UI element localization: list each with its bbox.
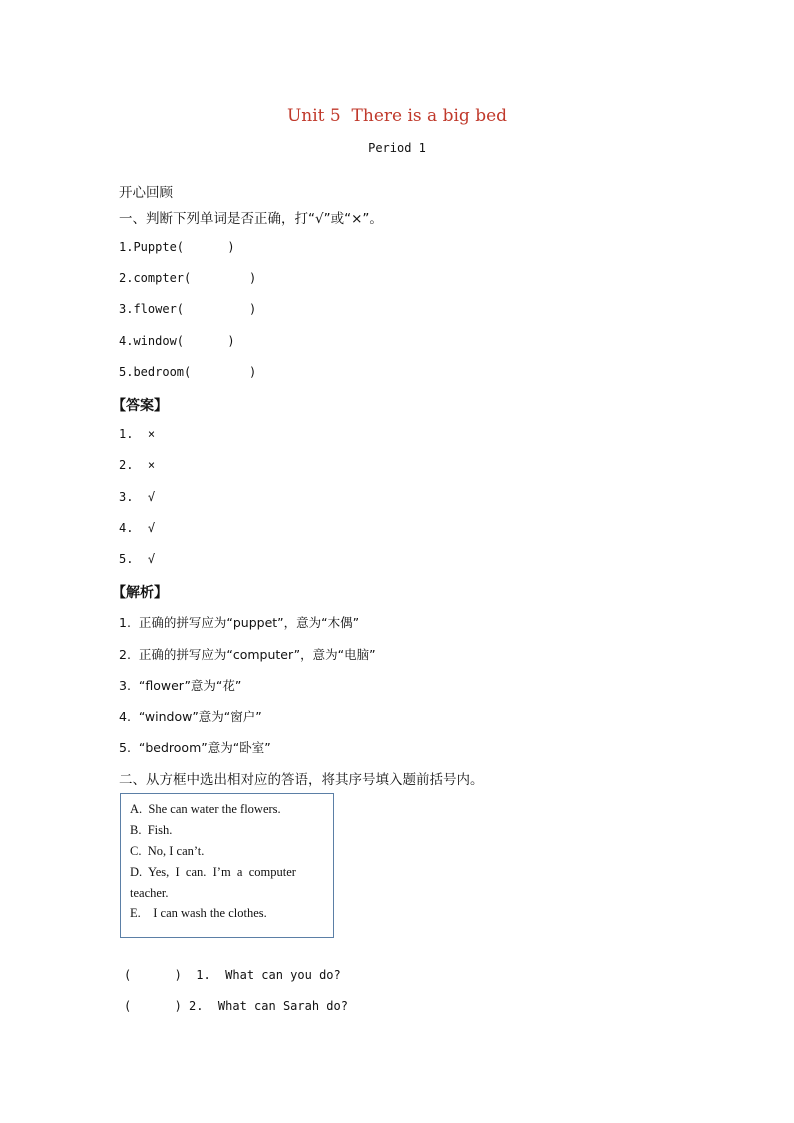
answer-item: 1. × (119, 427, 156, 441)
analysis-item: 1. 正确的拼写应为“puppet”，意为“木偶” (119, 615, 360, 630)
option-c: C. No, I can’t. (130, 844, 205, 858)
analysis-item: 3. “flower”意为“花” (119, 678, 242, 693)
section-review-heading: 开心回顾 (119, 185, 173, 201)
options-box (120, 793, 334, 938)
option-d-continued: teacher. (130, 886, 169, 900)
part1-item: 5.bedroom( ) (119, 365, 257, 379)
part2-instruction: 二、从方框中选出相对应的答语，将其序号填入题前括号内。 (119, 772, 484, 788)
answer-item: 4. √ (119, 521, 156, 535)
part1-item: 3.flower( ) (119, 302, 257, 316)
period-subtitle: Period 1 (368, 141, 426, 155)
answer-item: 2. × (119, 458, 156, 472)
answer-heading: 【答案】 (112, 398, 168, 414)
option-b: B. Fish. (130, 823, 173, 837)
option-e: E. I can wash the clothes. (130, 906, 267, 920)
part1-item: 1.Puppte( ) (119, 240, 235, 254)
option-d: D. Yes, I can. I’m a computer (130, 865, 296, 879)
part1-item: 2.compter( ) (119, 271, 257, 285)
analysis-item: 4. “window”意为“窗户” (119, 709, 262, 724)
answer-item: 5. √ (119, 552, 156, 566)
page-title: Unit 5 There is a big bed (286, 106, 508, 126)
answer-item: 3. √ (119, 490, 156, 504)
analysis-heading: 【解析】 (112, 585, 168, 601)
analysis-item: 5. “bedroom”意为“卧室” (119, 740, 271, 755)
analysis-item: 2. 正确的拼写应为“computer”，意为“电脑” (119, 647, 376, 662)
question-item: ( ) 1. What can you do? (124, 968, 341, 982)
part1-instruction: 一、判断下列单词是否正确，打“√”或“×”。 (119, 211, 383, 227)
part1-item: 4.window( ) (119, 334, 235, 348)
question-item: ( ) 2. What can Sarah do? (124, 999, 348, 1013)
option-a: A. She can water the flowers. (130, 802, 281, 816)
